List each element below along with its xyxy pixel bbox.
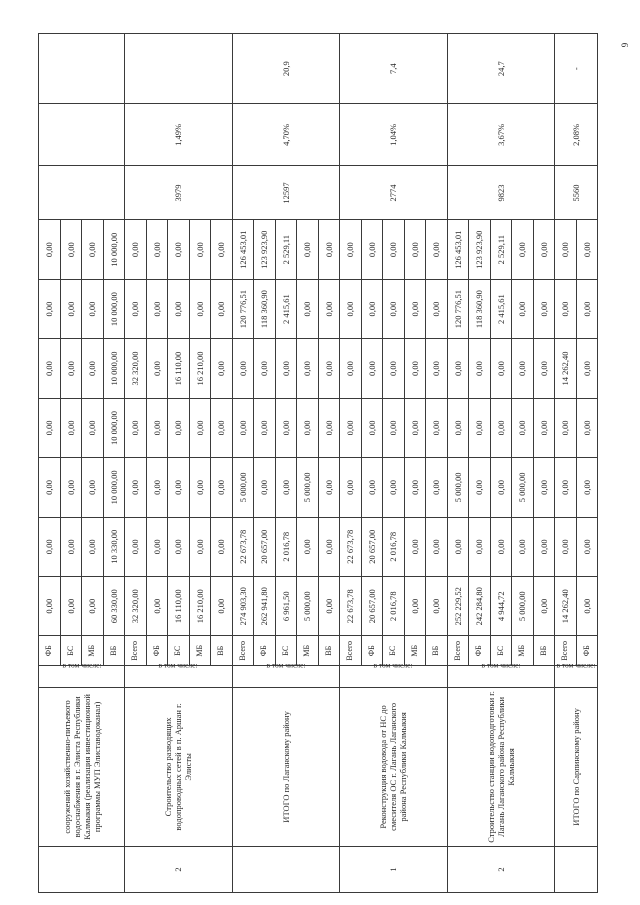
row-number	[555, 847, 598, 893]
share-percent: 4,70%	[232, 104, 340, 166]
value-cell: 0,00	[318, 458, 340, 517]
value-cell: 0,00	[340, 339, 362, 398]
share-percent	[39, 104, 125, 166]
indicator-value: 7,4	[340, 34, 448, 104]
indicator-value	[39, 34, 125, 104]
value-cell: 0,00	[533, 458, 555, 517]
row-description: Строительство станции водоподготовки г. Лагань Лаганского района Республики Калмыкия	[447, 687, 555, 846]
value-cell: 0,00	[318, 577, 340, 636]
value-cell: 0,00	[533, 577, 555, 636]
value-cell: 0,00	[318, 220, 340, 279]
value-cell: 0,00	[168, 398, 190, 457]
funding-code: Всего	[555, 636, 577, 666]
indicator-value	[125, 34, 233, 104]
value-cell: 10 330,00	[103, 517, 125, 576]
value-cell: 10 000,00	[103, 458, 125, 517]
value-cell: 0,00	[168, 458, 190, 517]
value-cell: 20 657,00	[361, 517, 383, 576]
value-cell: 0,00	[82, 279, 104, 338]
value-cell: 0,00	[426, 577, 448, 636]
row-description: Строительство разводящих водопроводных сетей в п. Аршан г. Элисты	[125, 687, 233, 846]
value-cell: 5 000,00	[297, 458, 319, 517]
value-cell: 0,00	[146, 279, 168, 338]
value-cell: 0,00	[146, 398, 168, 457]
value-cell: 10 000,00	[103, 279, 125, 338]
total-number	[39, 166, 125, 220]
value-cell: 274 903,30	[232, 577, 254, 636]
value-cell: 0,00	[211, 458, 233, 517]
value-cell: 16 110,00	[168, 577, 190, 636]
funding-code: МБ	[404, 636, 426, 666]
value-cell: 10 000,00	[103, 220, 125, 279]
value-cell: 0,00	[340, 279, 362, 338]
total-number: 9823	[447, 166, 555, 220]
funding-code: МБ	[82, 636, 104, 666]
value-cell: 0,00	[512, 279, 534, 338]
value-cell: 32 320,00	[125, 339, 147, 398]
funding-code: Всего	[125, 636, 147, 666]
value-cell: 0,00	[168, 279, 190, 338]
value-cell: 0,00	[146, 339, 168, 398]
indicator-value: -	[555, 34, 598, 104]
funding-code: БС	[168, 636, 190, 666]
table-row	[39, 34, 61, 893]
value-cell: 2 016,78	[383, 517, 405, 576]
value-cell: 0,00	[82, 220, 104, 279]
value-cell: 0,00	[533, 220, 555, 279]
funding-code: МБ	[189, 636, 211, 666]
indicator-value: 20,9	[232, 34, 340, 104]
value-cell: 120 776,51	[232, 279, 254, 338]
value-cell: 0,00	[146, 458, 168, 517]
funding-code: БС	[60, 636, 82, 666]
value-cell: 0,00	[211, 577, 233, 636]
value-cell: 0,00	[340, 220, 362, 279]
funding-code: ФБ	[469, 636, 491, 666]
funding-code: МБ	[512, 636, 534, 666]
funding-code: ВБ	[533, 636, 555, 666]
value-cell: 0,00	[555, 517, 577, 576]
value-cell: 123 923,90	[254, 220, 276, 279]
value-cell: 0,00	[60, 220, 82, 279]
value-cell: 0,00	[383, 339, 405, 398]
table-row	[555, 34, 577, 893]
group-label	[340, 660, 448, 688]
row-number: 2	[447, 847, 555, 893]
value-cell: 0,00	[82, 458, 104, 517]
rotated-table-wrapper	[38, 33, 598, 893]
funding-code: ВБ	[426, 636, 448, 666]
value-cell: 252 229,52	[447, 577, 469, 636]
value-cell: 0,00	[404, 220, 426, 279]
funding-code: ФБ	[146, 636, 168, 666]
funding-code: ВБ	[211, 636, 233, 666]
value-cell: 0,00	[125, 458, 147, 517]
value-cell: 0,00	[211, 220, 233, 279]
value-cell: 0,00	[39, 517, 61, 576]
value-cell: 0,00	[39, 577, 61, 636]
value-cell: 20 657,00	[361, 577, 383, 636]
funding-code: Всего	[232, 636, 254, 666]
value-cell: 0,00	[383, 458, 405, 517]
value-cell: 0,00	[340, 458, 362, 517]
value-cell: 14 262,40	[555, 577, 577, 636]
value-cell: 0,00	[60, 339, 82, 398]
value-cell: 0,00	[533, 398, 555, 457]
value-cell: 0,00	[125, 220, 147, 279]
funding-code: ФБ	[254, 636, 276, 666]
funding-code: БС	[490, 636, 512, 666]
group-label	[232, 660, 340, 688]
value-cell: 0,00	[555, 398, 577, 457]
value-cell: 0,00	[39, 458, 61, 517]
value-cell: 0,00	[60, 577, 82, 636]
value-cell: 0,00	[426, 279, 448, 338]
value-cell: 0,00	[168, 517, 190, 576]
value-cell: 4 944,72	[490, 577, 512, 636]
value-cell: 118 360,90	[254, 279, 276, 338]
value-cell: 0,00	[125, 279, 147, 338]
group-label	[555, 660, 598, 688]
value-cell: 0,00	[404, 517, 426, 576]
value-cell: 0,00	[146, 577, 168, 636]
value-cell: 0,00	[211, 339, 233, 398]
funding-code: ВБ	[318, 636, 340, 666]
row-number: 2	[125, 847, 233, 893]
row-number	[39, 847, 125, 893]
value-cell: 2 415,61	[275, 279, 297, 338]
value-cell: 0,00	[125, 398, 147, 457]
share-percent: 1,04%	[340, 104, 448, 166]
value-cell: 0,00	[512, 220, 534, 279]
share-percent: 3,67%	[447, 104, 555, 166]
funding-code: ВБ	[103, 636, 125, 666]
value-cell: 0,00	[254, 458, 276, 517]
total-number: 5560	[555, 166, 598, 220]
value-cell: 0,00	[426, 398, 448, 457]
value-cell: 2 529,11	[275, 220, 297, 279]
value-cell: 0,00	[82, 577, 104, 636]
value-cell: 5 000,00	[512, 458, 534, 517]
value-cell: 14 262,40	[555, 339, 577, 398]
value-cell: 118 360,90	[469, 279, 491, 338]
group-label	[39, 660, 125, 688]
group-label-text: в том числе:	[266, 660, 306, 670]
value-cell: 2 529,11	[490, 220, 512, 279]
value-cell: 0,00	[533, 339, 555, 398]
value-cell: 0,00	[60, 279, 82, 338]
value-cell: 0,00	[318, 398, 340, 457]
value-cell: 0,00	[82, 339, 104, 398]
value-cell: 0,00	[490, 339, 512, 398]
value-cell: 0,00	[426, 458, 448, 517]
table-body	[39, 34, 598, 893]
value-cell: 0,00	[146, 220, 168, 279]
row-description: ИТОГО по Сарпинскому району	[555, 687, 598, 846]
row-number	[232, 847, 340, 893]
total-number: 2774	[340, 166, 448, 220]
value-cell: 0,00	[490, 517, 512, 576]
value-cell: 0,00	[361, 398, 383, 457]
total-number: 3979	[125, 166, 233, 220]
budget-table	[38, 33, 598, 893]
value-cell: 0,00	[576, 577, 598, 636]
value-cell: 0,00	[469, 458, 491, 517]
value-cell: 0,00	[168, 220, 190, 279]
value-cell: 0,00	[512, 517, 534, 576]
value-cell: 0,00	[146, 517, 168, 576]
funding-code: БС	[383, 636, 405, 666]
table-row	[340, 34, 362, 893]
value-cell: 0,00	[297, 517, 319, 576]
funding-code: МБ	[297, 636, 319, 666]
value-cell: 0,00	[82, 398, 104, 457]
value-cell: 2 016,78	[275, 517, 297, 576]
value-cell: 32 320,00	[125, 577, 147, 636]
value-cell: 0,00	[318, 279, 340, 338]
funding-code: ФБ	[361, 636, 383, 666]
table-row	[447, 34, 469, 893]
group-label	[447, 660, 555, 688]
value-cell: 0,00	[383, 398, 405, 457]
value-cell: 0,00	[447, 339, 469, 398]
page-number: 6	[618, 42, 629, 48]
value-cell: 0,00	[576, 398, 598, 457]
value-cell: 0,00	[447, 398, 469, 457]
value-cell: 0,00	[404, 398, 426, 457]
group-label	[125, 660, 233, 688]
value-cell: 0,00	[469, 339, 491, 398]
funding-code: ФБ	[39, 636, 61, 666]
value-cell: 0,00	[576, 458, 598, 517]
row-description: сооружений хозяйственно-питьевого водоснабжения в г. Элиста Республики Калмыкия (реализация инвестиционной программы МУП Элиставодоканал)	[39, 687, 125, 846]
value-cell: 0,00	[576, 517, 598, 576]
group-label-text: в том числе:	[373, 660, 413, 670]
value-cell: 0,00	[555, 279, 577, 338]
group-label-text: в том числе:	[61, 660, 102, 670]
value-cell: 123 923,90	[469, 220, 491, 279]
value-cell: 0,00	[469, 517, 491, 576]
funding-code: Всего	[340, 636, 362, 666]
value-cell: 0,00	[490, 458, 512, 517]
value-cell: 0,00	[39, 279, 61, 338]
value-cell: 0,00	[512, 339, 534, 398]
value-cell: 0,00	[533, 517, 555, 576]
value-cell: 60 330,00	[103, 577, 125, 636]
value-cell: 22 673,78	[232, 517, 254, 576]
value-cell: 22 673,78	[340, 577, 362, 636]
value-cell: 5 000,00	[232, 458, 254, 517]
table-row	[125, 34, 147, 893]
value-cell: 2 016,78	[383, 577, 405, 636]
value-cell: 0,00	[512, 398, 534, 457]
value-cell: 0,00	[426, 517, 448, 576]
group-label-text: в том числе:	[158, 660, 198, 670]
value-cell: 0,00	[275, 458, 297, 517]
value-cell: 0,00	[533, 279, 555, 338]
value-cell: 0,00	[39, 398, 61, 457]
value-cell: 10 000,00	[103, 398, 125, 457]
value-cell: 0,00	[576, 339, 598, 398]
value-cell: 0,00	[211, 279, 233, 338]
value-cell: 0,00	[555, 458, 577, 517]
value-cell: 0,00	[275, 398, 297, 457]
value-cell: 0,00	[404, 577, 426, 636]
value-cell: 262 941,80	[254, 577, 276, 636]
funding-code: Всего	[447, 636, 469, 666]
value-cell: 0,00	[189, 398, 211, 457]
value-cell: 0,00	[426, 339, 448, 398]
value-cell: 6 961,50	[275, 577, 297, 636]
value-cell: 0,00	[82, 517, 104, 576]
value-cell: 126 453,01	[447, 220, 469, 279]
share-percent: 2,08%	[555, 104, 598, 166]
value-cell: 0,00	[189, 517, 211, 576]
value-cell: 16 210,00	[189, 577, 211, 636]
table-row	[232, 34, 254, 893]
indicator-value: 24,7	[447, 34, 555, 104]
value-cell: 0,00	[426, 220, 448, 279]
value-cell: 10 000,00	[103, 339, 125, 398]
value-cell: 0,00	[576, 220, 598, 279]
value-cell: 16 210,00	[189, 339, 211, 398]
value-cell: 0,00	[275, 339, 297, 398]
value-cell: 0,00	[60, 458, 82, 517]
value-cell: 0,00	[189, 458, 211, 517]
value-cell: 0,00	[340, 398, 362, 457]
value-cell: 0,00	[490, 398, 512, 457]
value-cell: 0,00	[211, 517, 233, 576]
value-cell: 0,00	[254, 339, 276, 398]
value-cell: 0,00	[555, 220, 577, 279]
value-cell: 0,00	[318, 339, 340, 398]
value-cell: 0,00	[576, 279, 598, 338]
value-cell: 0,00	[404, 279, 426, 338]
value-cell: 0,00	[211, 398, 233, 457]
value-cell: 0,00	[39, 339, 61, 398]
value-cell: 0,00	[60, 517, 82, 576]
value-cell: 0,00	[383, 279, 405, 338]
value-cell: 0,00	[189, 220, 211, 279]
value-cell: 0,00	[447, 517, 469, 576]
total-number: 12597	[232, 166, 340, 220]
value-cell: 242 284,80	[469, 577, 491, 636]
share-percent: 1,49%	[125, 104, 233, 166]
row-description: ИТОГО по Лаганскому району	[232, 687, 340, 846]
value-cell: 0,00	[361, 339, 383, 398]
funding-code: БС	[275, 636, 297, 666]
value-cell: 0,00	[60, 398, 82, 457]
group-label-text: в том числе:	[481, 660, 521, 670]
value-cell: 0,00	[297, 279, 319, 338]
value-cell: 0,00	[469, 398, 491, 457]
value-cell: 0,00	[318, 517, 340, 576]
value-cell: 126 453,01	[232, 220, 254, 279]
value-cell: 0,00	[383, 220, 405, 279]
value-cell: 5 000,00	[447, 458, 469, 517]
funding-code: ФБ	[576, 636, 598, 666]
value-cell: 0,00	[189, 279, 211, 338]
value-cell: 5 000,00	[297, 577, 319, 636]
value-cell: 0,00	[404, 458, 426, 517]
row-description: Реконструкция водовода от НС до смесителя ОС г. Лагань Лаганского района Республики Калмыкия	[340, 687, 448, 846]
value-cell: 0,00	[254, 398, 276, 457]
value-cell: 0,00	[125, 517, 147, 576]
value-cell: 5 000,00	[512, 577, 534, 636]
value-cell: 16 110,00	[168, 339, 190, 398]
value-cell: 120 776,51	[447, 279, 469, 338]
value-cell: 0,00	[232, 398, 254, 457]
value-cell: 2 415,61	[490, 279, 512, 338]
value-cell: 0,00	[297, 339, 319, 398]
value-cell: 0,00	[361, 220, 383, 279]
value-cell: 0,00	[404, 339, 426, 398]
value-cell: 0,00	[361, 458, 383, 517]
value-cell: 0,00	[361, 279, 383, 338]
group-label-text: в том числе:	[556, 660, 596, 670]
value-cell: 0,00	[297, 398, 319, 457]
value-cell: 22 673,78	[340, 517, 362, 576]
value-cell: 0,00	[39, 220, 61, 279]
row-number: 1	[340, 847, 448, 893]
value-cell: 0,00	[232, 339, 254, 398]
value-cell: 0,00	[297, 220, 319, 279]
value-cell: 20 657,00	[254, 517, 276, 576]
